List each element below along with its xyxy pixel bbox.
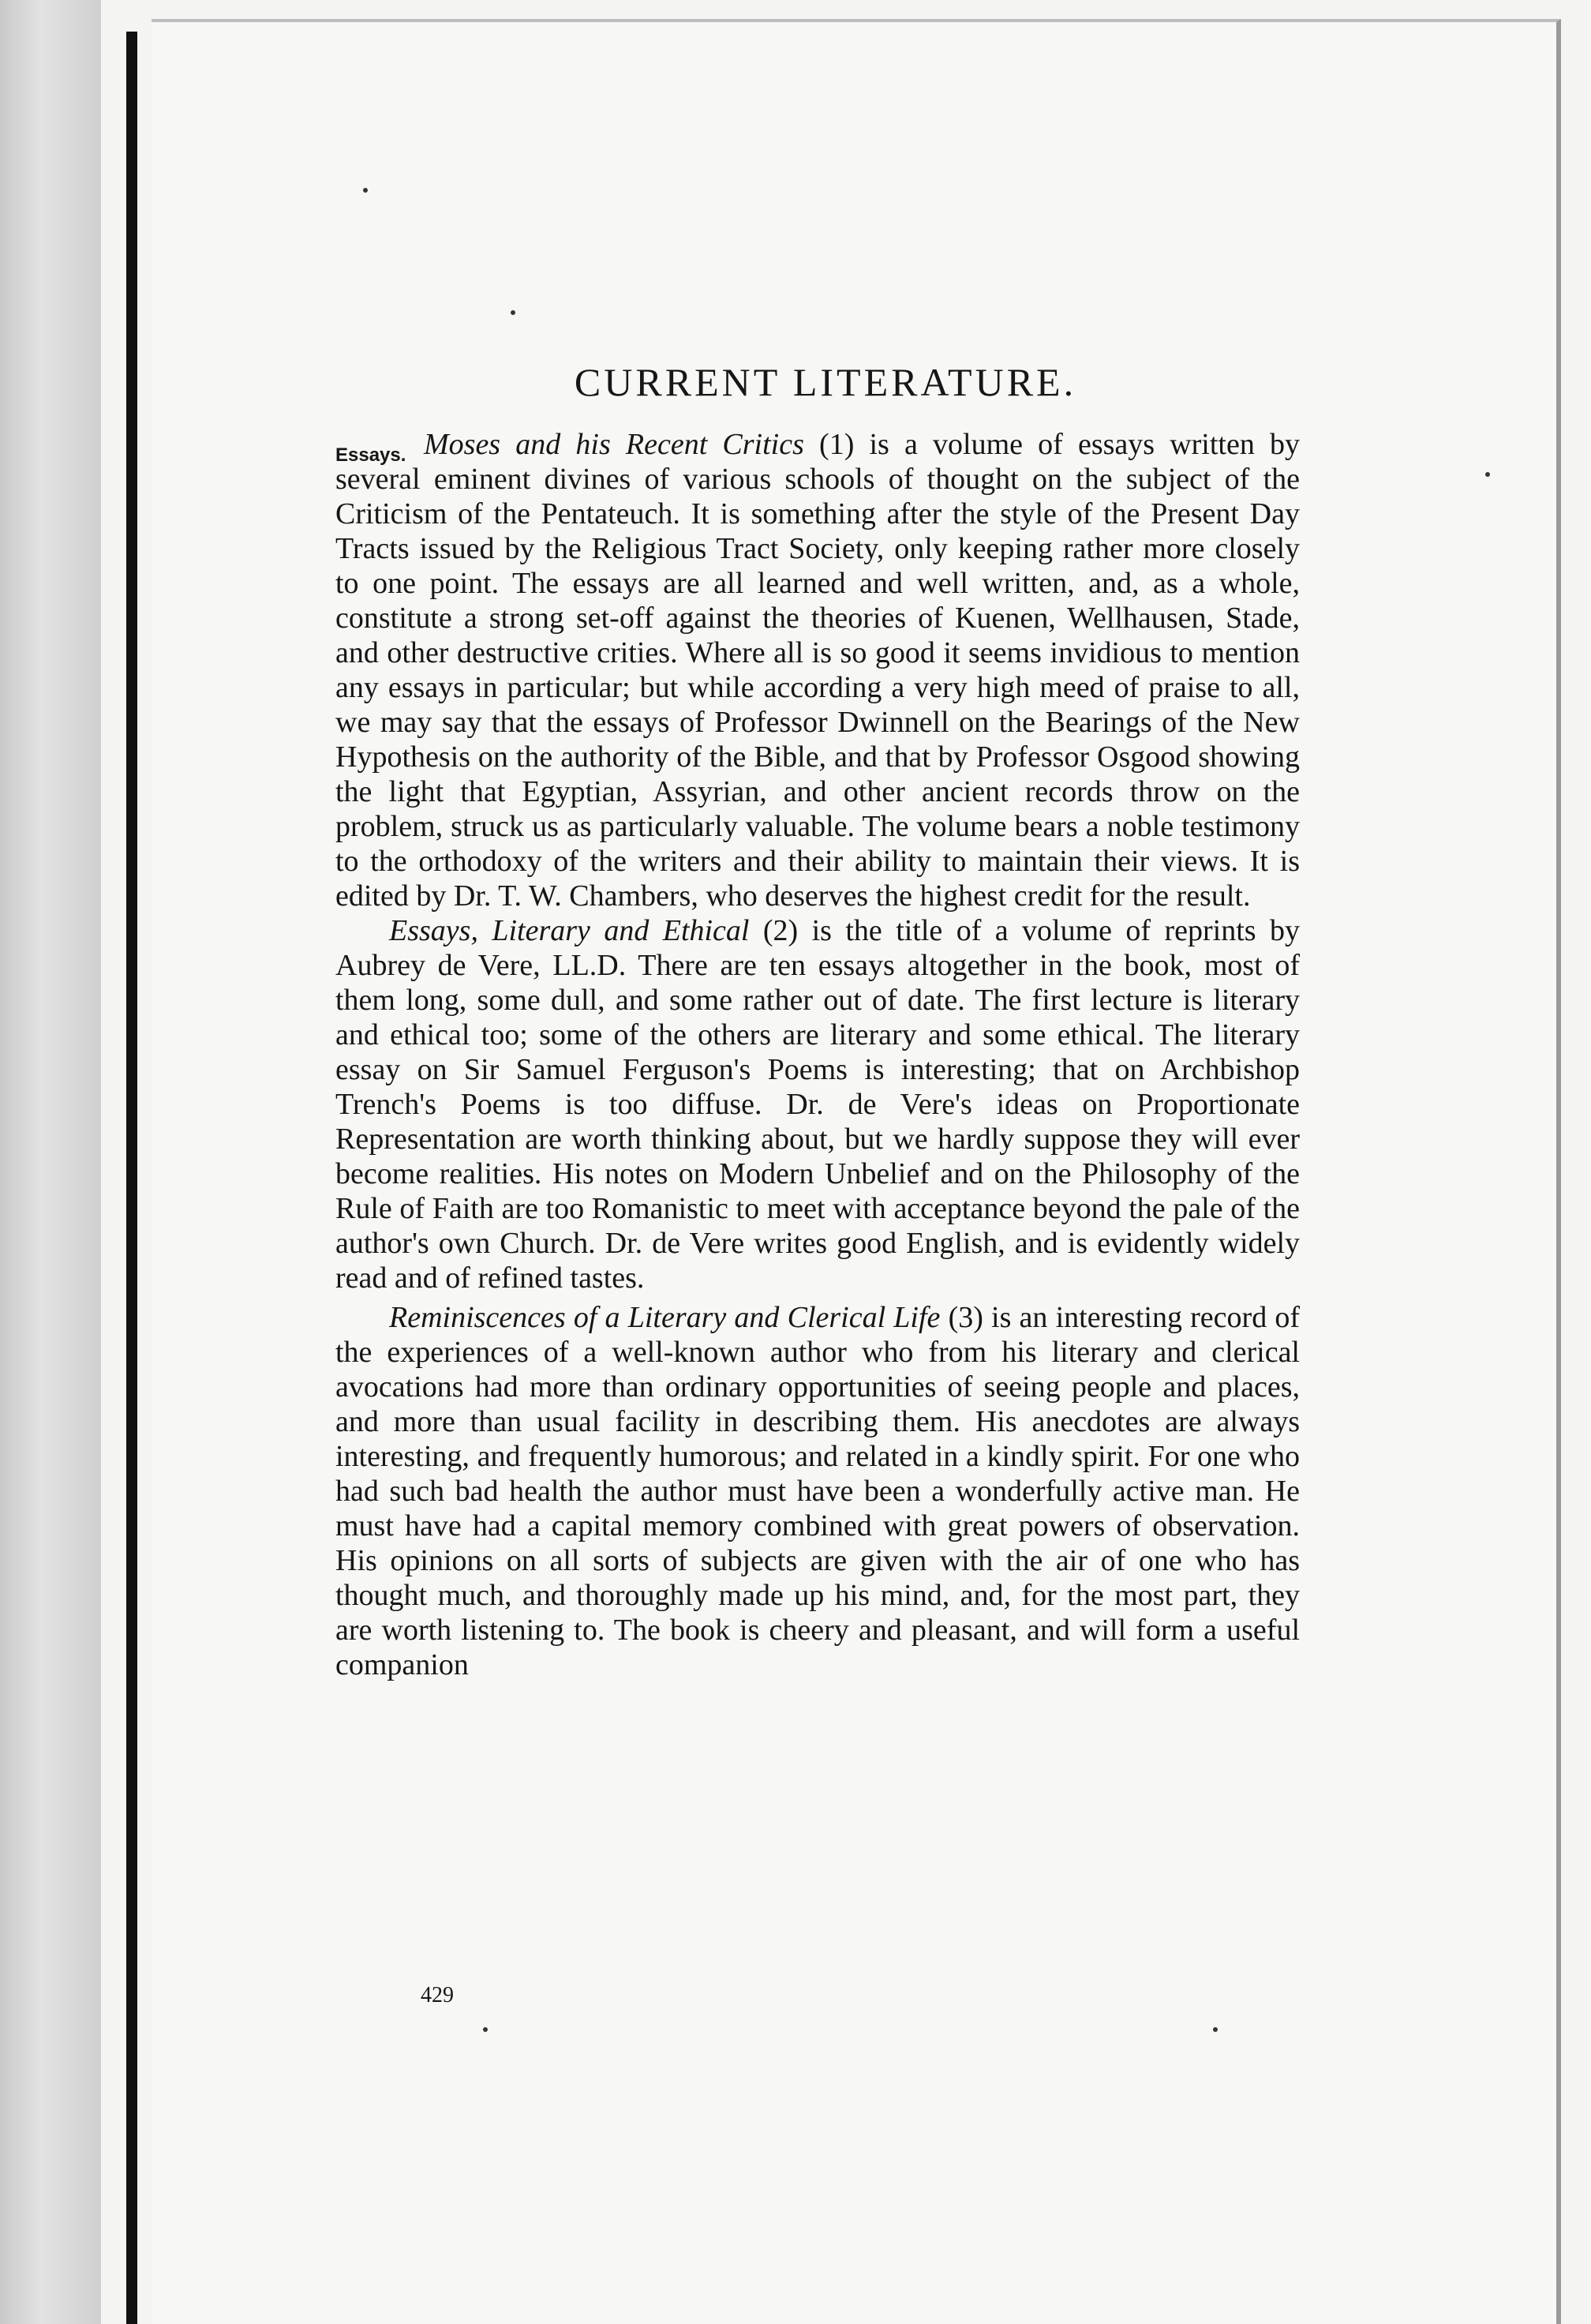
page-number: 429 bbox=[421, 1983, 454, 2007]
book-title: Reminiscences of a Literary and Clerical Life bbox=[389, 1301, 941, 1334]
book-spine-edge bbox=[126, 32, 137, 2324]
speck bbox=[1213, 2027, 1218, 2032]
paragraph-text: (2) is the title of a volume of reprints by Aubrey de Vere, LL.D. There are ten essays altogether in the book, most of them long, some dull, and some rather out of date. The first lecture is literary and ethical too; some of the others are literary and some ethical. The literary essay on Sir Samuel Ferguson's Poems is interesting; that on Archbishop Trench's Poems is too diffuse. Dr. de Vere's ideas on Proportionate Representation are worth thinking about, but we hardly suppose they will ever become realities. His notes on Modern Unbelief and on the Philosophy of the Rule of Faith are too Romanistic to meet with acceptance beyond the pale of the author's own Church. Dr. de Vere writes good English, and is evidently widely read and of refined tastes. bbox=[335, 914, 1300, 1295]
first-paragraph-wrap bbox=[335, 427, 1300, 913]
speck bbox=[483, 2027, 488, 2032]
speck bbox=[511, 310, 515, 315]
paragraph-text: (3) is an interesting record of the experiences of a well-known author who from his literary and clerical avocations had more than ordinary opportunities of seeing people and places, and more than usual facility in describing them. His anecdotes are always interesting, and frequently humorous; and related in a kindly spirit. For one who had such bad health the author must have been a wonderfully active man. He must have had a capital memory combined with great powers of observation. His opinions on all sorts of subjects are given with the air of one who has thought much, and thoroughly made up his mind, and, for the most part, they are worth listening to. The book is cheery and pleasant, and will form a useful companion bbox=[335, 1301, 1301, 1681]
binding-gutter bbox=[0, 0, 101, 2324]
page-content bbox=[335, 359, 1300, 1682]
speck bbox=[363, 188, 368, 193]
paragraph bbox=[335, 427, 1300, 913]
paragraph bbox=[335, 1300, 1300, 1682]
book-title: Moses and his Recent Critics bbox=[424, 428, 804, 461]
page-title: CURRENT LITERATURE. bbox=[574, 360, 1077, 404]
book-title: Essays, Literary and Ethical bbox=[389, 914, 750, 947]
paragraph-text: (1) is a volume of essays written by several eminent divines of various schools of thought on the subject of the Criticism of the Pentateuch. It is something after the style of the Present Day Tracts issued by the Religious Tract Society, only keeping rather more closely to one point. The essays are all learned and well written, and, as a whole, constitute a strong set-off against the theories of Kuenen, Wellhausen, Stade, and other destructive crities. Where all is so good it seems invidious to mention any essays in particular; but while according a very high meed of praise to all, we may say that the essays of Professor Dwinnell on the Bearings of the New Hypothesis on the authority of the Bible, and that by Professor Osgood showing the light that Egyptian, Assyrian, and other ancient records throw on the problem, struck us as particularly valuable. The volume bears a noble testimony to the orthodoxy of the writers and their ability to maintain their views. It is edited by Dr. T. W. Chambers, who deserves the highest credit for the result. bbox=[335, 428, 1300, 913]
paragraph bbox=[335, 913, 1300, 1295]
speck bbox=[1485, 472, 1490, 477]
side-label: Essays. bbox=[335, 444, 406, 466]
